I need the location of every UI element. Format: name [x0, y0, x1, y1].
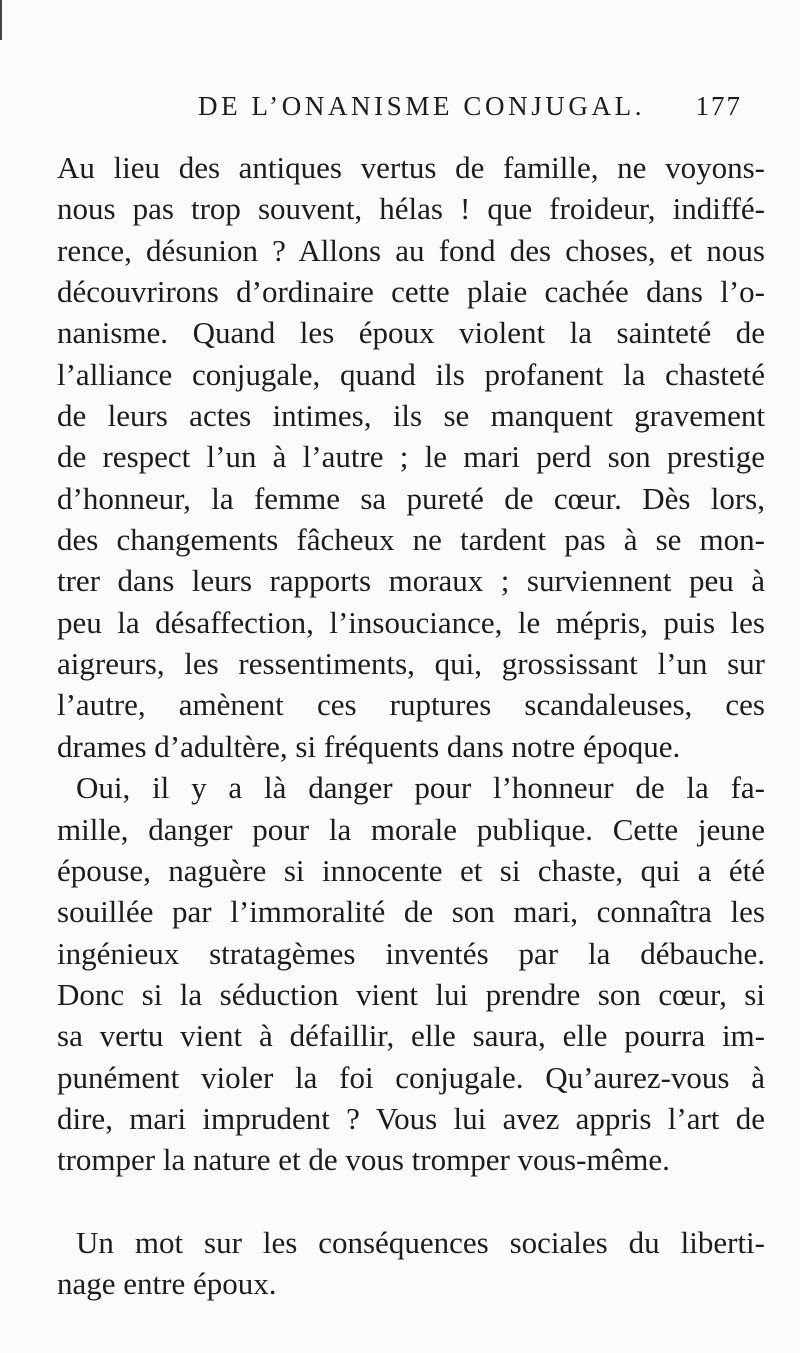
text-line: aigreurs, les ressentiments, qui, grossissant l’un sur	[57, 646, 765, 682]
text-line: épouse, naguère si innocente et si chaste, qui a été	[57, 852, 765, 888]
text-line: souillée par l’immoralité de son mari, connaîtra les	[57, 894, 765, 930]
text-line: mille, danger pour la morale publique. Cette jeune	[57, 811, 765, 847]
paragraph-2	[57, 767, 765, 1180]
text-line: de respect l’un à l’autre ; le mari perd son prestige	[57, 439, 765, 475]
body-text	[57, 147, 765, 1304]
paragraph-1	[57, 147, 765, 767]
text-line: nage entre époux.	[57, 1265, 277, 1301]
text-line: Au lieu des antiques vertus de famille, ne voyons-	[57, 150, 765, 185]
text-line: Donc si la séduction vient lui prendre son cœur, si	[57, 976, 765, 1012]
text-line: peu la désaffection, l’insouciance, le mépris, puis les	[57, 604, 765, 640]
text-line: nous pas trop souvent, hélas ! que froideur, indiffé-	[57, 191, 765, 227]
text-line: des changements fâcheux ne tardent pas à se mon-	[57, 522, 765, 558]
text-line: ingénieux stratagèmes inventés par la débauche.	[57, 935, 765, 971]
text-line: punément violer la foi conjugale. Qu’aurez-vous à	[57, 1059, 765, 1095]
text-line: d’honneur, la femme sa pureté de cœur. Dès lors,	[57, 480, 765, 516]
running-title: DE L’ONANISME CONJUGAL.	[198, 91, 646, 121]
text-line: découvrirons d’ordinaire cette plaie cachée dans l’o-	[57, 274, 765, 310]
paragraph-3	[57, 1222, 765, 1305]
text-line: Oui, il y a là danger pour l’honneur de la fa-	[76, 770, 765, 806]
text-line: Un mot sur les conséquences sociales du liberti-	[76, 1224, 765, 1260]
text-line: l’autre, amènent ces ruptures scandaleuses, ces	[57, 687, 765, 723]
page-edge-line	[0, 0, 2, 40]
text-line: tromper la nature et de vous tromper vous-même.	[57, 1142, 670, 1178]
paragraph-gap	[57, 1181, 765, 1222]
text-line: drames d’adultère, si fréquents dans notre époque.	[57, 728, 681, 764]
text-line: nanisme. Quand les époux violent la sainteté de	[57, 315, 765, 351]
text-line: l’alliance conjugale, quand ils profanent la chasteté	[57, 356, 765, 392]
text-line: sa vertu vient à défaillir, elle saura, elle pourra im-	[57, 1018, 765, 1054]
page-number: 177	[695, 91, 742, 121]
text-line: dire, mari imprudent ? Vous lui avez appris l’art de	[57, 1100, 765, 1136]
text-line: de leurs actes intimes, ils se manquent gravement	[57, 398, 765, 434]
text-line: rence, désunion ? Allons au fond des choses, et nous	[57, 232, 765, 268]
running-head	[0, 91, 800, 131]
text-line: trer dans leurs rapports moraux ; surviennent peu à	[57, 563, 765, 599]
